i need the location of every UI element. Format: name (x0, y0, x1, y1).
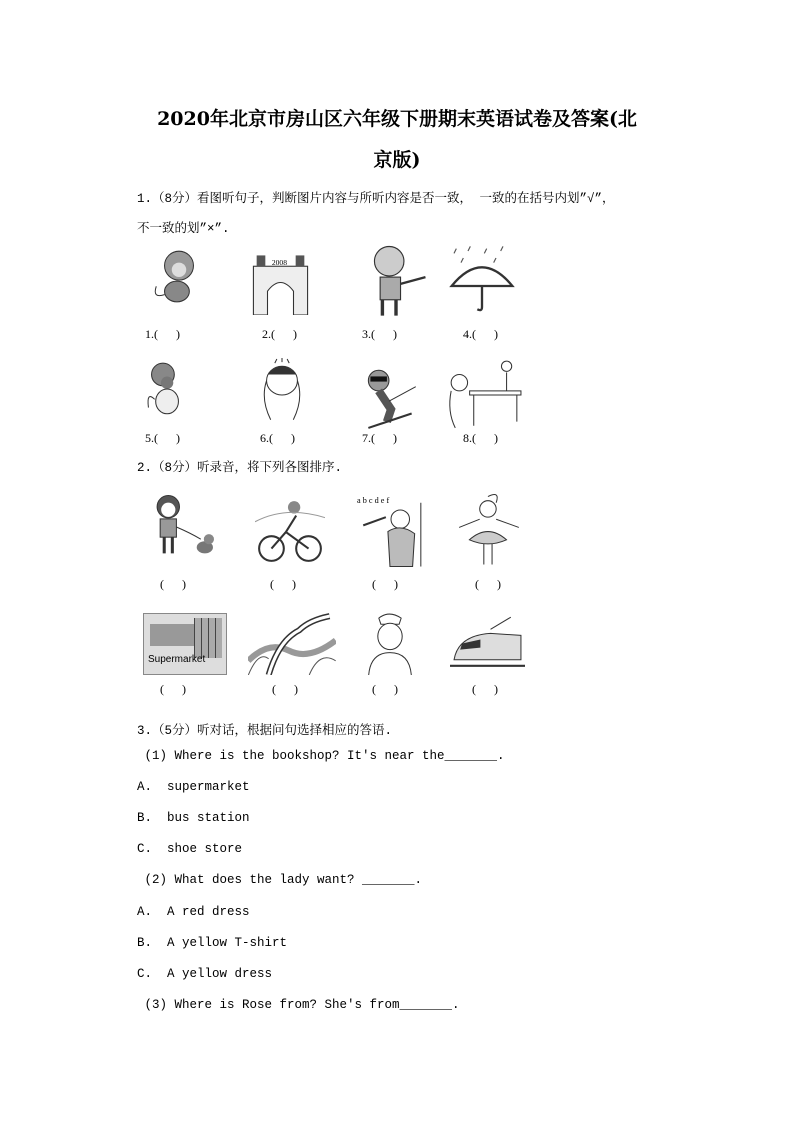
ballet-dancer-picture (455, 492, 525, 567)
train-picture (450, 615, 525, 670)
document-title-line2: 京版) (373, 149, 421, 171)
q1-heading: 1.（8分）看图听句子，判断图片内容与所听内容是否一致， 一致的在括号内划”√”， (137, 192, 615, 206)
violin-boy-picture (362, 243, 430, 318)
q3-1-option-a[interactable]: A. supermarket (137, 780, 250, 794)
q3-2-option-b[interactable]: B. A yellow T-shirt (137, 936, 288, 950)
q3-2-option-c[interactable]: C. A yellow dress (137, 967, 273, 981)
nurse-picture (360, 610, 420, 675)
q1-answer-8[interactable]: 8.( ) (463, 431, 498, 445)
q1-answer-5[interactable]: 5.( ) (145, 431, 180, 445)
skier-picture (360, 362, 420, 430)
q2-answer-2[interactable]: ( ) (270, 577, 296, 591)
q2-heading: 2.（8分）听录音，将下列各图排序. (137, 461, 343, 475)
boy-walking-dog-picture (150, 492, 215, 560)
q2-answer-8[interactable]: ( ) (472, 682, 498, 696)
q1-answer-7[interactable]: 7.( ) (362, 431, 397, 445)
q3-question-3: (3) Where is Rose from? She's from_______. (137, 998, 460, 1012)
q3-question-2: (2) What does the lady want? _______. (137, 873, 423, 887)
q3-heading: 3.（5分）听对话，根据问句选择相应的答语. (137, 724, 393, 738)
q1-heading-cont: 不一致的划”×”. (137, 222, 230, 236)
q3-2-option-a[interactable]: A. A red dress (137, 905, 250, 919)
q2-answer-5[interactable]: ( ) (160, 682, 186, 696)
q3-1-option-c[interactable]: C. shoe store (137, 842, 243, 856)
umbrella-rain-picture (447, 243, 517, 315)
q2-answer-4[interactable]: ( ) (475, 577, 501, 591)
rooster-picture (144, 360, 186, 420)
supermarket-picture (143, 613, 227, 675)
svg-text:2008: 2008 (271, 258, 287, 268)
q1-answer-3[interactable]: 3.( ) (362, 327, 397, 341)
q2-answer-3[interactable]: ( ) (372, 577, 398, 591)
q2-answer-7[interactable]: ( ) (372, 682, 398, 696)
q2-answer-1[interactable]: ( ) (160, 577, 186, 591)
q1-answer-6[interactable]: 6.( ) (260, 431, 295, 445)
q1-answer-4[interactable]: 4.( ) (463, 327, 498, 341)
gate-picture (248, 250, 313, 315)
headache-man-picture (258, 358, 306, 430)
teacher-alphabet-picture (355, 492, 427, 567)
q1-answer-2[interactable]: 2.( ) (262, 327, 297, 341)
great-wall-picture (248, 610, 336, 675)
q3-1-option-b[interactable]: B. bus station (137, 811, 250, 825)
q2-answer-6[interactable]: ( ) (272, 682, 298, 696)
table-tennis-picture (445, 360, 523, 430)
document-title-line1: 2020年北京市房山区六年级下册期末英语试卷及答案(北 (157, 108, 637, 130)
monkey-picture (148, 245, 210, 307)
cycling-picture (255, 495, 325, 565)
alphabet-board-text: a b c d e f (357, 495, 390, 505)
supermarket-sign: Supermarket (148, 654, 206, 665)
q1-answer-1[interactable]: 1.( ) (145, 327, 180, 341)
q3-question-1: (1) Where is the bookshop? It's near the_______. (137, 749, 505, 763)
